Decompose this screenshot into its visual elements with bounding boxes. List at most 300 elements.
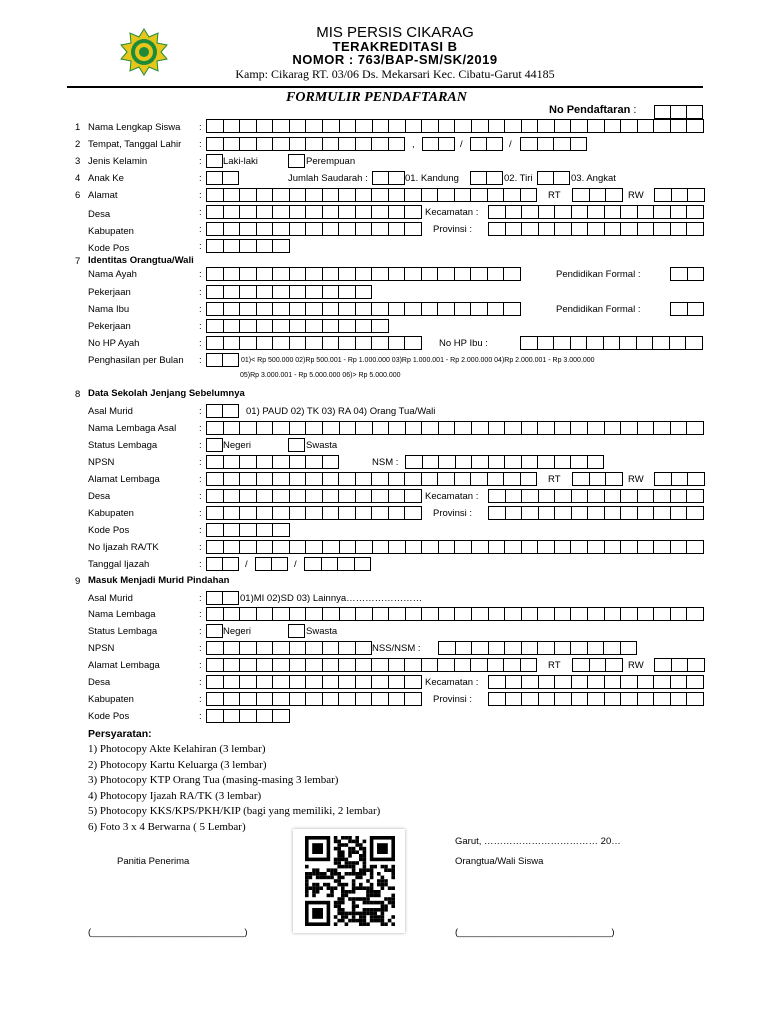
input-cell[interactable] [289,506,306,520]
input-cell[interactable] [487,188,504,202]
input-cell[interactable] [405,607,422,621]
input-cell[interactable] [372,119,389,133]
input-cell[interactable] [239,222,256,236]
input-cell[interactable] [322,489,339,503]
input-cell[interactable] [338,675,355,689]
input-cell[interactable] [239,137,256,151]
input-cell[interactable] [239,336,256,350]
father-education-field[interactable] [670,267,704,281]
input-cell[interactable] [404,489,422,503]
input-cell[interactable] [289,675,306,689]
input-cell[interactable] [388,607,405,621]
input-cell[interactable] [305,540,322,554]
input-cell[interactable] [355,506,372,520]
input-cell[interactable] [620,222,637,236]
input-cell[interactable] [354,557,372,571]
input-cell[interactable] [637,222,654,236]
input-cell[interactable] [604,675,621,689]
input-cell[interactable] [256,137,273,151]
input-cell[interactable] [322,205,339,219]
input-cell[interactable] [404,472,421,486]
input-cell[interactable] [355,302,372,316]
status-negeri-checkbox[interactable] [206,438,223,452]
input-cell[interactable] [206,523,223,537]
input-cell[interactable] [422,137,438,151]
input-cell[interactable] [206,455,223,469]
input-cell[interactable] [223,285,240,299]
mother-name-field[interactable] [206,302,521,316]
institution-postal-code-field[interactable] [206,523,290,537]
input-cell[interactable] [620,675,637,689]
input-cell[interactable] [289,455,306,469]
input-cell[interactable] [304,557,321,571]
input-cell[interactable] [538,675,555,689]
input-cell[interactable] [256,472,273,486]
siblings-kandung-field[interactable] [372,171,405,185]
input-cell[interactable] [554,421,571,435]
input-cell[interactable] [305,472,322,486]
input-cell[interactable] [454,658,471,672]
input-cell[interactable] [206,540,223,554]
input-cell[interactable] [587,607,604,621]
input-cell[interactable] [206,222,223,236]
input-cell[interactable] [488,641,505,655]
input-cell[interactable] [488,506,505,520]
input-cell[interactable] [538,506,555,520]
input-cell[interactable] [239,506,256,520]
input-cell[interactable] [587,421,604,435]
input-cell[interactable] [421,119,438,133]
input-cell[interactable] [322,267,339,281]
input-cell[interactable] [371,267,388,281]
input-cell[interactable] [487,267,504,281]
input-cell[interactable] [289,222,306,236]
input-cell[interactable] [223,421,240,435]
mother-education-field[interactable] [670,302,704,316]
input-cell[interactable] [305,188,322,202]
input-cell[interactable] [223,675,240,689]
input-cell[interactable] [438,540,455,554]
input-cell[interactable] [404,222,422,236]
input-cell[interactable] [653,506,670,520]
input-cell[interactable] [537,421,554,435]
input-cell[interactable] [488,455,505,469]
input-cell[interactable] [222,353,239,367]
input-cell[interactable] [503,658,520,672]
input-cell[interactable] [206,285,223,299]
input-cell[interactable] [670,540,687,554]
input-cell[interactable] [289,472,306,486]
input-cell[interactable] [256,675,273,689]
input-cell[interactable] [322,506,339,520]
input-cell[interactable] [289,319,306,333]
input-cell[interactable] [272,523,290,537]
input-cell[interactable] [355,607,372,621]
input-cell[interactable] [470,171,486,185]
input-cell[interactable] [537,119,554,133]
input-cell[interactable] [388,302,405,316]
transfer-village-field[interactable] [206,675,422,689]
input-cell[interactable] [486,171,503,185]
gender-male-checkbox[interactable] [206,154,223,168]
input-cell[interactable] [305,336,322,350]
input-cell[interactable] [256,302,273,316]
input-cell[interactable] [421,607,438,621]
input-cell[interactable] [223,540,240,554]
input-cell[interactable] [322,692,339,706]
input-cell[interactable] [338,658,355,672]
input-cell[interactable] [653,540,670,554]
input-cell[interactable] [520,472,538,486]
input-cell[interactable] [289,302,306,316]
input-cell[interactable] [437,302,454,316]
input-cell[interactable] [206,353,222,367]
input-cell[interactable] [239,523,256,537]
input-cell[interactable] [454,119,471,133]
input-cell[interactable] [589,472,606,486]
nsm-field[interactable] [405,455,604,469]
input-cell[interactable] [322,421,339,435]
input-cell[interactable] [686,692,704,706]
input-cell[interactable] [488,489,505,503]
input-cell[interactable] [670,105,686,119]
input-cell[interactable] [388,119,405,133]
transfer-address-field[interactable] [206,658,537,672]
input-cell[interactable] [671,188,688,202]
input-cell[interactable] [454,540,471,554]
input-cell[interactable] [471,641,488,655]
input-cell[interactable] [653,489,670,503]
input-cell[interactable] [488,540,505,554]
input-cell[interactable] [322,472,339,486]
input-cell[interactable] [322,319,339,333]
input-cell[interactable] [587,119,604,133]
input-cell[interactable] [206,137,223,151]
input-cell[interactable] [339,119,356,133]
input-cell[interactable] [686,607,704,621]
input-cell[interactable] [305,506,322,520]
input-cell[interactable] [223,336,240,350]
input-cell[interactable] [289,692,306,706]
input-cell[interactable] [521,675,538,689]
input-cell[interactable] [239,205,256,219]
input-cell[interactable] [322,137,339,151]
certificate-month-field[interactable] [255,557,288,571]
input-cell[interactable] [571,205,588,219]
input-cell[interactable] [587,222,604,236]
input-cell[interactable] [486,137,503,151]
input-cell[interactable] [371,506,388,520]
input-cell[interactable] [554,455,571,469]
input-cell[interactable] [637,675,654,689]
input-cell[interactable] [669,336,686,350]
input-cell[interactable] [521,692,538,706]
input-cell[interactable] [587,205,604,219]
input-cell[interactable] [404,302,421,316]
institution-regency-field[interactable] [206,506,422,520]
input-cell[interactable] [620,692,637,706]
input-cell[interactable] [371,489,388,503]
input-cell[interactable] [605,472,623,486]
input-cell[interactable] [256,641,273,655]
input-cell[interactable] [388,489,405,503]
input-cell[interactable] [256,523,273,537]
birth-month-field[interactable] [470,137,503,151]
input-cell[interactable] [256,319,273,333]
input-cell[interactable] [223,205,240,219]
input-cell[interactable] [338,205,355,219]
input-cell[interactable] [305,119,322,133]
input-cell[interactable] [239,489,256,503]
input-cell[interactable] [256,222,273,236]
input-cell[interactable] [289,658,306,672]
input-cell[interactable] [603,336,620,350]
input-cell[interactable] [604,119,621,133]
input-cell[interactable] [604,506,621,520]
input-cell[interactable] [272,658,289,672]
birth-place-field[interactable] [206,137,405,151]
input-cell[interactable] [470,188,487,202]
input-cell[interactable] [355,222,372,236]
input-cell[interactable] [454,267,471,281]
input-cell[interactable] [355,267,372,281]
input-cell[interactable] [637,607,654,621]
input-cell[interactable] [222,591,239,605]
input-cell[interactable] [503,302,521,316]
input-cell[interactable] [405,421,422,435]
input-cell[interactable] [206,624,223,638]
input-cell[interactable] [206,641,223,655]
input-cell[interactable] [405,455,422,469]
input-cell[interactable] [404,692,422,706]
input-cell[interactable] [355,421,372,435]
input-cell[interactable] [206,319,223,333]
input-cell[interactable] [338,641,355,655]
input-cell[interactable] [587,455,605,469]
input-cell[interactable] [289,285,306,299]
input-cell[interactable] [620,205,637,219]
input-cell[interactable] [289,540,306,554]
input-cell[interactable] [604,222,621,236]
institution-province-field[interactable] [488,506,704,520]
input-cell[interactable] [289,267,306,281]
input-cell[interactable] [206,591,222,605]
input-cell[interactable] [289,607,306,621]
institution-name-field[interactable] [206,421,704,435]
input-cell[interactable] [206,557,222,571]
input-cell[interactable] [404,336,422,350]
institution-district-field[interactable] [488,489,704,503]
input-cell[interactable] [239,421,256,435]
input-cell[interactable] [355,692,372,706]
input-cell[interactable] [239,540,256,554]
input-cell[interactable] [355,285,373,299]
input-cell[interactable] [272,489,289,503]
input-cell[interactable] [670,675,687,689]
input-cell[interactable] [504,421,521,435]
input-cell[interactable] [503,472,520,486]
input-cell[interactable] [604,607,621,621]
input-cell[interactable] [223,302,240,316]
input-cell[interactable] [570,137,588,151]
input-cell[interactable] [437,267,454,281]
input-cell[interactable] [554,506,571,520]
input-cell[interactable] [239,472,256,486]
input-cell[interactable] [305,319,322,333]
input-cell[interactable] [404,267,421,281]
input-cell[interactable] [322,119,339,133]
input-cell[interactable] [239,692,256,706]
input-cell[interactable] [338,692,355,706]
input-cell[interactable] [239,709,256,723]
input-cell[interactable] [504,607,521,621]
input-cell[interactable] [256,188,273,202]
input-cell[interactable] [305,658,322,672]
father-phone-field[interactable] [206,336,422,350]
input-cell[interactable] [437,188,454,202]
input-cell[interactable] [272,709,290,723]
input-cell[interactable] [520,658,538,672]
input-cell[interactable] [404,675,422,689]
input-cell[interactable] [471,540,488,554]
input-cell[interactable] [206,709,223,723]
input-cell[interactable] [637,119,654,133]
input-cell[interactable] [206,188,223,202]
input-cell[interactable] [471,421,488,435]
input-cell[interactable] [504,455,521,469]
input-cell[interactable] [272,336,289,350]
input-cell[interactable] [589,658,606,672]
input-cell[interactable] [470,302,487,316]
input-cell[interactable] [239,285,256,299]
input-cell[interactable] [289,137,306,151]
input-cell[interactable] [470,472,487,486]
input-cell[interactable] [239,119,256,133]
input-cell[interactable] [338,336,355,350]
input-cell[interactable] [388,540,405,554]
input-cell[interactable] [687,302,705,316]
input-cell[interactable] [338,188,355,202]
full-name-field[interactable] [206,119,704,133]
input-cell[interactable] [222,404,239,418]
transfer-rt-field[interactable] [572,658,623,672]
input-cell[interactable] [554,692,571,706]
input-cell[interactable] [256,421,273,435]
input-cell[interactable] [338,472,355,486]
input-cell[interactable] [687,267,705,281]
input-cell[interactable] [355,540,372,554]
input-cell[interactable] [355,675,372,689]
input-cell[interactable] [671,658,688,672]
input-cell[interactable] [239,302,256,316]
input-cell[interactable] [421,188,438,202]
rt-field[interactable] [572,188,623,202]
input-cell[interactable] [587,675,604,689]
input-cell[interactable] [338,489,355,503]
input-cell[interactable] [554,205,571,219]
input-cell[interactable] [671,472,688,486]
input-cell[interactable] [288,154,305,168]
input-cell[interactable] [289,641,306,655]
input-cell[interactable] [421,658,438,672]
input-cell[interactable] [372,421,389,435]
input-cell[interactable] [388,675,405,689]
transfer-negeri-checkbox[interactable] [206,624,223,638]
input-cell[interactable] [521,489,538,503]
input-cell[interactable] [520,336,537,350]
input-cell[interactable] [654,472,671,486]
input-cell[interactable] [438,641,455,655]
input-cell[interactable] [521,222,538,236]
input-cell[interactable] [289,336,306,350]
input-cell[interactable] [488,675,505,689]
input-cell[interactable] [488,205,505,219]
siblings-angkat-field[interactable] [537,171,570,185]
input-cell[interactable] [322,658,339,672]
input-cell[interactable] [371,137,388,151]
input-cell[interactable] [488,421,505,435]
input-cell[interactable] [554,489,571,503]
input-cell[interactable] [388,336,405,350]
input-cell[interactable] [421,472,438,486]
input-cell[interactable] [637,692,654,706]
input-cell[interactable] [305,285,322,299]
input-cell[interactable] [571,675,588,689]
input-cell[interactable] [272,319,289,333]
input-cell[interactable] [223,455,240,469]
input-cell[interactable] [538,692,555,706]
input-cell[interactable] [322,540,339,554]
income-field[interactable] [206,353,239,367]
input-cell[interactable] [471,455,488,469]
input-cell[interactable] [605,188,623,202]
input-cell[interactable] [571,222,588,236]
input-cell[interactable] [471,119,488,133]
input-cell[interactable] [470,658,487,672]
input-cell[interactable] [470,137,486,151]
input-cell[interactable] [371,692,388,706]
input-cell[interactable] [223,239,240,253]
input-cell[interactable] [322,285,339,299]
certificate-year-field[interactable] [304,557,371,571]
input-cell[interactable] [321,557,338,571]
address-field[interactable] [206,188,537,202]
input-cell[interactable] [256,336,273,350]
input-cell[interactable] [388,137,406,151]
input-cell[interactable] [537,540,554,554]
input-cell[interactable] [421,302,438,316]
input-cell[interactable] [455,641,472,655]
input-cell[interactable] [272,222,289,236]
input-cell[interactable] [223,188,240,202]
input-cell[interactable] [521,205,538,219]
input-cell[interactable] [206,675,223,689]
input-cell[interactable] [372,171,388,185]
institution-village-field[interactable] [206,489,422,503]
input-cell[interactable] [686,205,704,219]
input-cell[interactable] [604,205,621,219]
input-cell[interactable] [305,267,322,281]
input-cell[interactable] [371,658,388,672]
input-cell[interactable] [505,205,522,219]
input-cell[interactable] [288,438,305,452]
input-cell[interactable] [404,188,421,202]
input-cell[interactable] [620,641,638,655]
input-cell[interactable] [538,205,555,219]
child-order-field[interactable] [206,171,239,185]
input-cell[interactable] [206,404,222,418]
input-cell[interactable] [572,658,589,672]
